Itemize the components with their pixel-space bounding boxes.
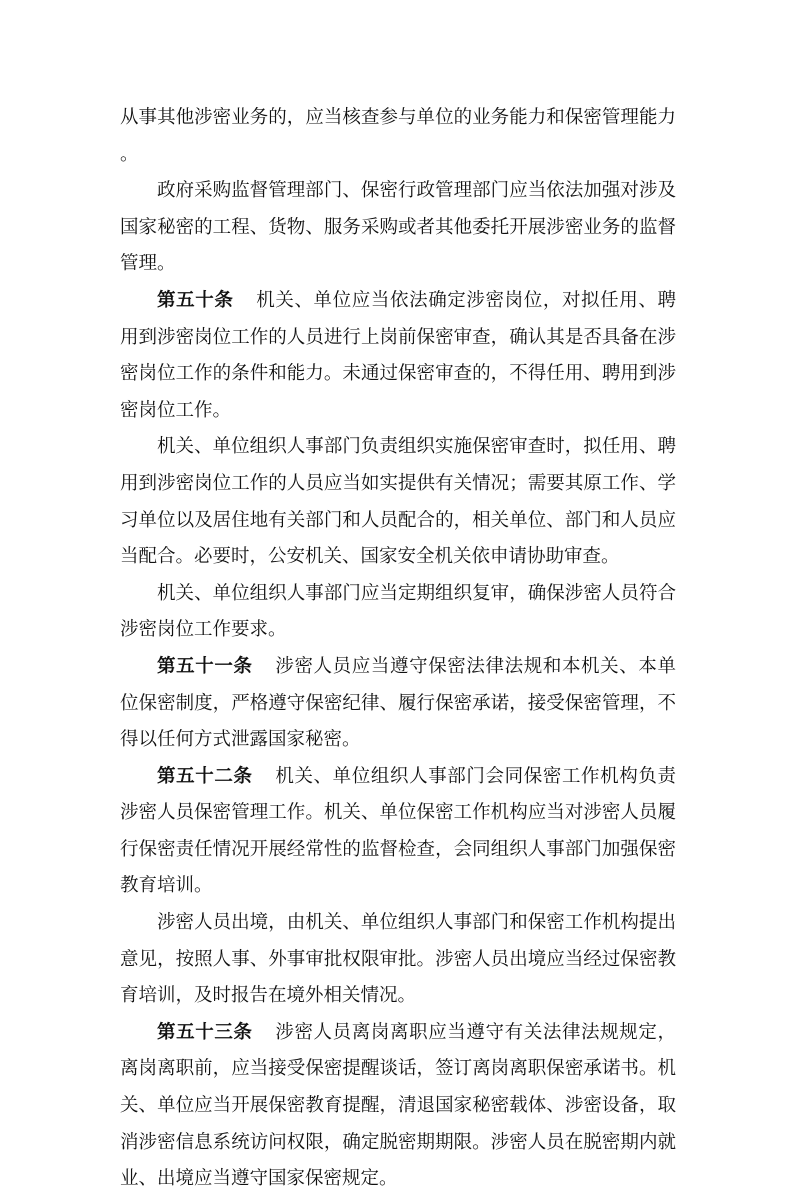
paragraph — [120, 576, 676, 649]
paragraph-text: 机关、单位组织人事部门会同保密工作机构负责涉密人员保密管理工作。机关、单位保密工作机构应当对涉密人员履行保密责任情况开展经常性的监督检查，会同组织人事部门加强保密教育培训。 — [120, 765, 676, 897]
paragraph-text: 机关、单位组织人事部门应当定期组织复审，确保涉密人员符合涉密岗位工作要求。 — [120, 582, 676, 641]
paragraph-text: 机关、单位应当依法确定涉密岗位，对拟任用、聘用到涉密岗位工作的人员进行上岗前保密审查，确认其是否具备在涉密岗位工作的条件和能力。未通过保密审查的，不得任用、聘用到涉密岗位工作。 — [120, 289, 676, 421]
article-51 — [120, 649, 676, 759]
paragraph — [120, 173, 676, 283]
document-page — [120, 100, 676, 1198]
paragraph-continuation — [120, 100, 676, 173]
paragraph-text: 政府采购监督管理部门、保密行政管理部门应当依法加强对涉及国家秘密的工程、货物、服务采购或者其他委托开展涉密业务的监督管理。 — [120, 180, 676, 275]
article-50 — [120, 283, 676, 429]
article-52 — [120, 759, 676, 905]
article-number: 第五十条 — [157, 289, 234, 311]
paragraph-text: 机关、单位组织人事部门负责组织实施保密审查时，拟任用、聘用到涉密岗位工作的人员应当如实提供有关情况；需要其原工作、学习单位以及居住地有关部门和人员配合的，相关单位、部门和人员应当配合。必要时，公安机关、国家安全机关依申请协助审查。 — [120, 436, 676, 568]
paragraph-text: 从事其他涉密业务的，应当核查参与单位的业务能力和保密管理能力。 — [120, 107, 676, 165]
article-number: 第五十三条 — [157, 1021, 253, 1043]
article-number: 第五十一条 — [157, 655, 253, 677]
paragraph-text: 涉密人员应当遵守保密法律法规和本机关、本单位保密制度，严格遵守保密纪律、履行保密承诺，接受保密管理，不得以任何方式泄露国家秘密。 — [120, 655, 676, 751]
paragraph-text: 涉密人员离岗离职应当遵守有关法律法规规定，离岗离职前，应当接受保密提醒谈话，签订离岗离职保密承诺书。机关、单位应当开展保密教育提醒，清退国家秘密载体、涉密设备，取消涉密信息系统访问权限，确定脱密期期限。涉密人员在脱密期内就业、出境应当遵守国家保密规定。 — [120, 1021, 676, 1190]
article-53 — [120, 1015, 676, 1198]
paragraph-text: 涉密人员出境，由机关、单位组织人事部门和保密工作机构提出意见，按照人事、外事审批权限审批。涉密人员出境应当经过保密教育培训，及时报告在境外相关情况。 — [120, 912, 676, 1007]
article-number: 第五十二条 — [157, 765, 253, 787]
paragraph — [120, 429, 676, 575]
paragraph — [120, 905, 676, 1015]
